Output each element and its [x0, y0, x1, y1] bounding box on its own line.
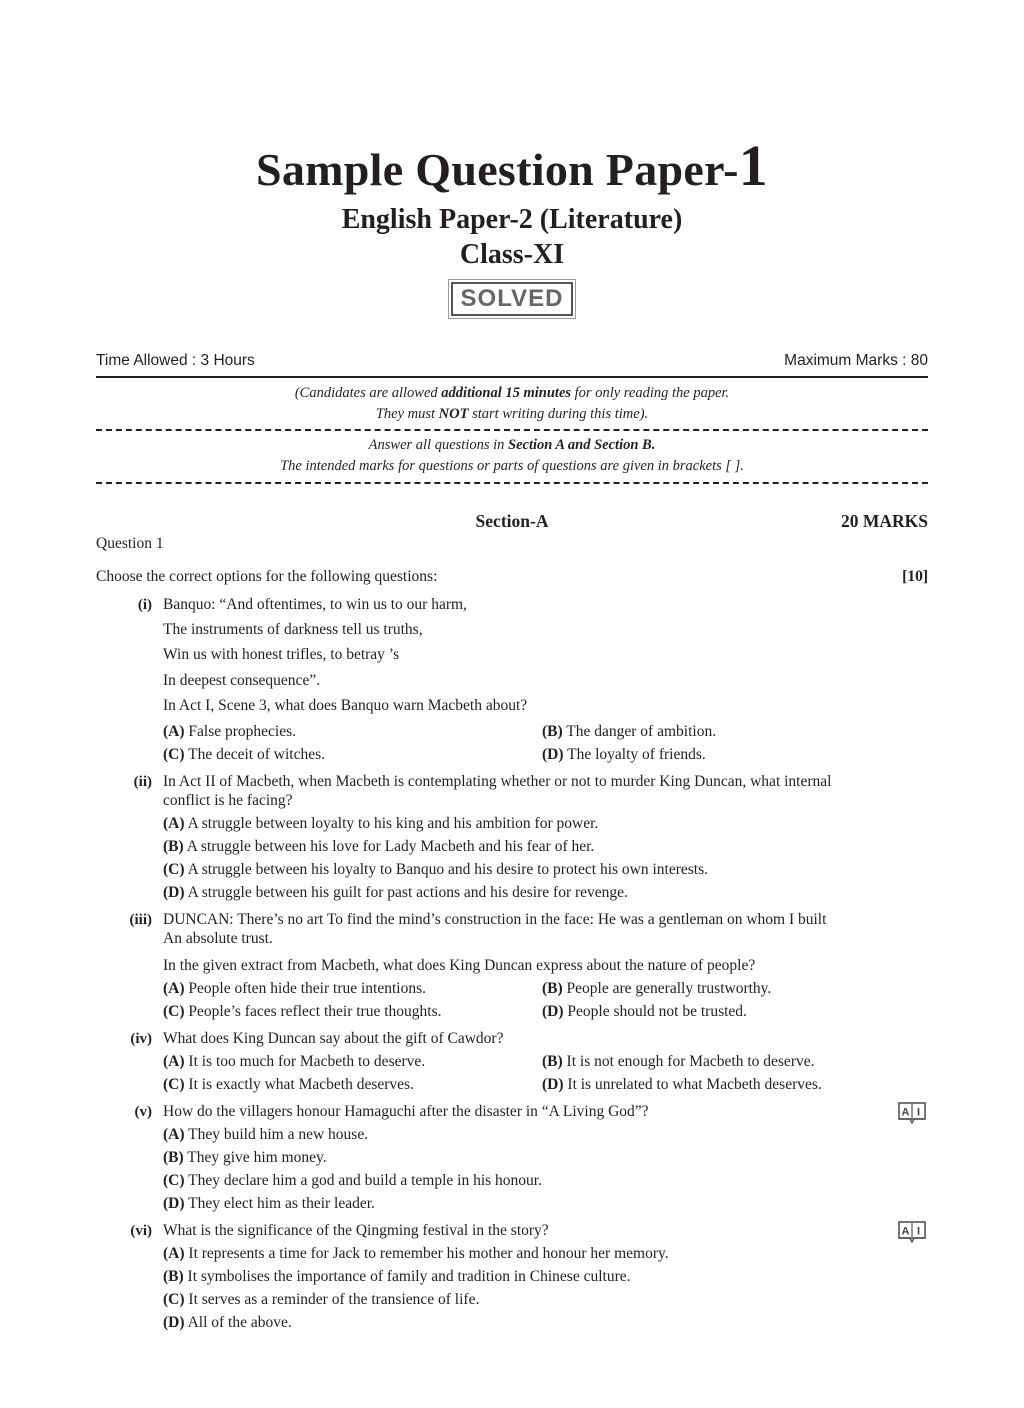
- item-line: In Act I, Scene 3, what does Banquo warn Macbeth about?: [163, 697, 528, 714]
- answer-instructions: Answer all questions in Section A and Section B. The intended marks for questions or parts of questions are given in brackets [ ].: [280, 437, 744, 474]
- option-b: (B) It symbolises the importance of family and tradition in Chinese culture.: [163, 1268, 631, 1285]
- option-c: (C) They declare him a god and build a temple in his honour.: [163, 1172, 542, 1189]
- item-line: How do the villagers honour Hamaguchi after the disaster in “A Living God”?: [163, 1103, 649, 1120]
- option-b: (B) They give him money.: [163, 1149, 327, 1166]
- option-d: (D) People should not be trusted.: [542, 1003, 747, 1020]
- item-number: (v): [134, 1104, 152, 1120]
- item-line: Banquo: “And oftentimes, to win us to our harm,: [163, 596, 467, 613]
- maximum-marks: Maximum Marks : 80: [784, 352, 928, 369]
- option-b: (B) People are generally trustworthy.: [542, 980, 772, 997]
- option-b: (B) It is not enough for Macbeth to deserve.: [542, 1053, 815, 1070]
- option-a: (A) It is too much for Macbeth to deserve.: [163, 1053, 426, 1070]
- svg-text:A: A: [901, 1225, 910, 1238]
- item-line: conflict is he facing?: [163, 792, 293, 809]
- item-number: (iii): [129, 912, 152, 928]
- option-d: (D) They elect him as their leader.: [163, 1195, 375, 1212]
- option-a: (A) They build him a new house.: [163, 1126, 369, 1143]
- item-number: (ii): [133, 774, 152, 790]
- svg-text:A: A: [901, 1106, 910, 1119]
- item-number: (iv): [130, 1031, 152, 1047]
- option-c: (C) The deceit of witches.: [163, 746, 325, 763]
- item-number: (i): [137, 597, 152, 613]
- solved-badge-wrap: [0, 282, 1024, 316]
- dashed-divider: [96, 482, 928, 484]
- ai-book-icon: [898, 1102, 926, 1124]
- option-d: (D) All of the above.: [163, 1314, 292, 1331]
- svg-text:I: I: [916, 1225, 921, 1238]
- item-number: (vi): [130, 1223, 152, 1239]
- dashed-divider: [96, 429, 928, 431]
- option-c: (C) It is exactly what Macbeth deserves.: [163, 1076, 414, 1093]
- option-c: (C) People’s faces reflect their true thoughts.: [163, 1003, 442, 1020]
- svg-text:I: I: [916, 1106, 921, 1119]
- question-prompt: Choose the correct options for the following questions:: [96, 568, 438, 585]
- item-line: What is the significance of the Qingming festival in the story?: [163, 1222, 549, 1239]
- section-title: Section-A: [475, 511, 549, 531]
- item-line: What does King Duncan say about the gift of Cawdor?: [163, 1030, 504, 1047]
- item-line: DUNCAN: There’s no art To find the mind’s construction in the face: He was a gentleman on whom I built: [163, 911, 827, 928]
- item-line: In deepest consequence”.: [163, 672, 321, 689]
- option-a: (A) A struggle between loyalty to his king and his ambition for power.: [163, 815, 599, 832]
- option-c: (C) It serves as a reminder of the transience of life.: [163, 1291, 480, 1308]
- item-line: An absolute trust.: [163, 930, 273, 947]
- page-title: Sample Question Paper-1: [255, 133, 769, 198]
- option-d: (D) It is unrelated to what Macbeth deserves.: [542, 1076, 822, 1093]
- time-allowed: Time Allowed : 3 Hours: [96, 352, 255, 369]
- question-label: Question 1: [96, 535, 164, 552]
- header-rule: [96, 376, 928, 378]
- option-c: (C) A struggle between his loyalty to Banquo and his desire to protect his own interests.: [163, 861, 709, 878]
- item-line: Win us with honest trifles, to betray ’s: [163, 646, 400, 663]
- ai-book-icon: [898, 1221, 926, 1243]
- option-d: (D) A struggle between his guilt for past actions and his desire for revenge.: [163, 884, 628, 901]
- option-a: (A) People often hide their true intentions.: [163, 980, 427, 997]
- solved-badge: SOLVED: [451, 282, 574, 316]
- item-line: In Act II of Macbeth, when Macbeth is contemplating whether or not to murder King Duncan, what internal: [163, 773, 832, 790]
- item-line: In the given extract from Macbeth, what does King Duncan express about the nature of people?: [163, 957, 756, 974]
- item-line: The instruments of darkness tell us truths,: [163, 621, 423, 638]
- ai-book-icon: [898, 1221, 926, 1241]
- option-a: (A) It represents a time for Jack to remember his mother and honour her memory.: [163, 1245, 669, 1262]
- option-d: (D) The loyalty of friends.: [542, 746, 706, 763]
- ai-book-icon: [898, 1102, 926, 1122]
- reading-time-note: (Candidates are allowed additional 15 minutes for only reading the paper. They must NOT start writing during this time).: [294, 385, 730, 422]
- option-b: (B) The danger of ambition.: [542, 723, 717, 740]
- section-marks: 20 MARKS: [840, 511, 928, 531]
- class-title: Class-XI: [459, 239, 565, 270]
- subject-title: English Paper-2 (Literature): [341, 204, 683, 235]
- option-b: (B) A struggle between his love for Lady Macbeth and his fear of her.: [163, 838, 595, 855]
- option-a: (A) False prophecies.: [163, 723, 297, 740]
- question-marks: [10]: [902, 568, 928, 585]
